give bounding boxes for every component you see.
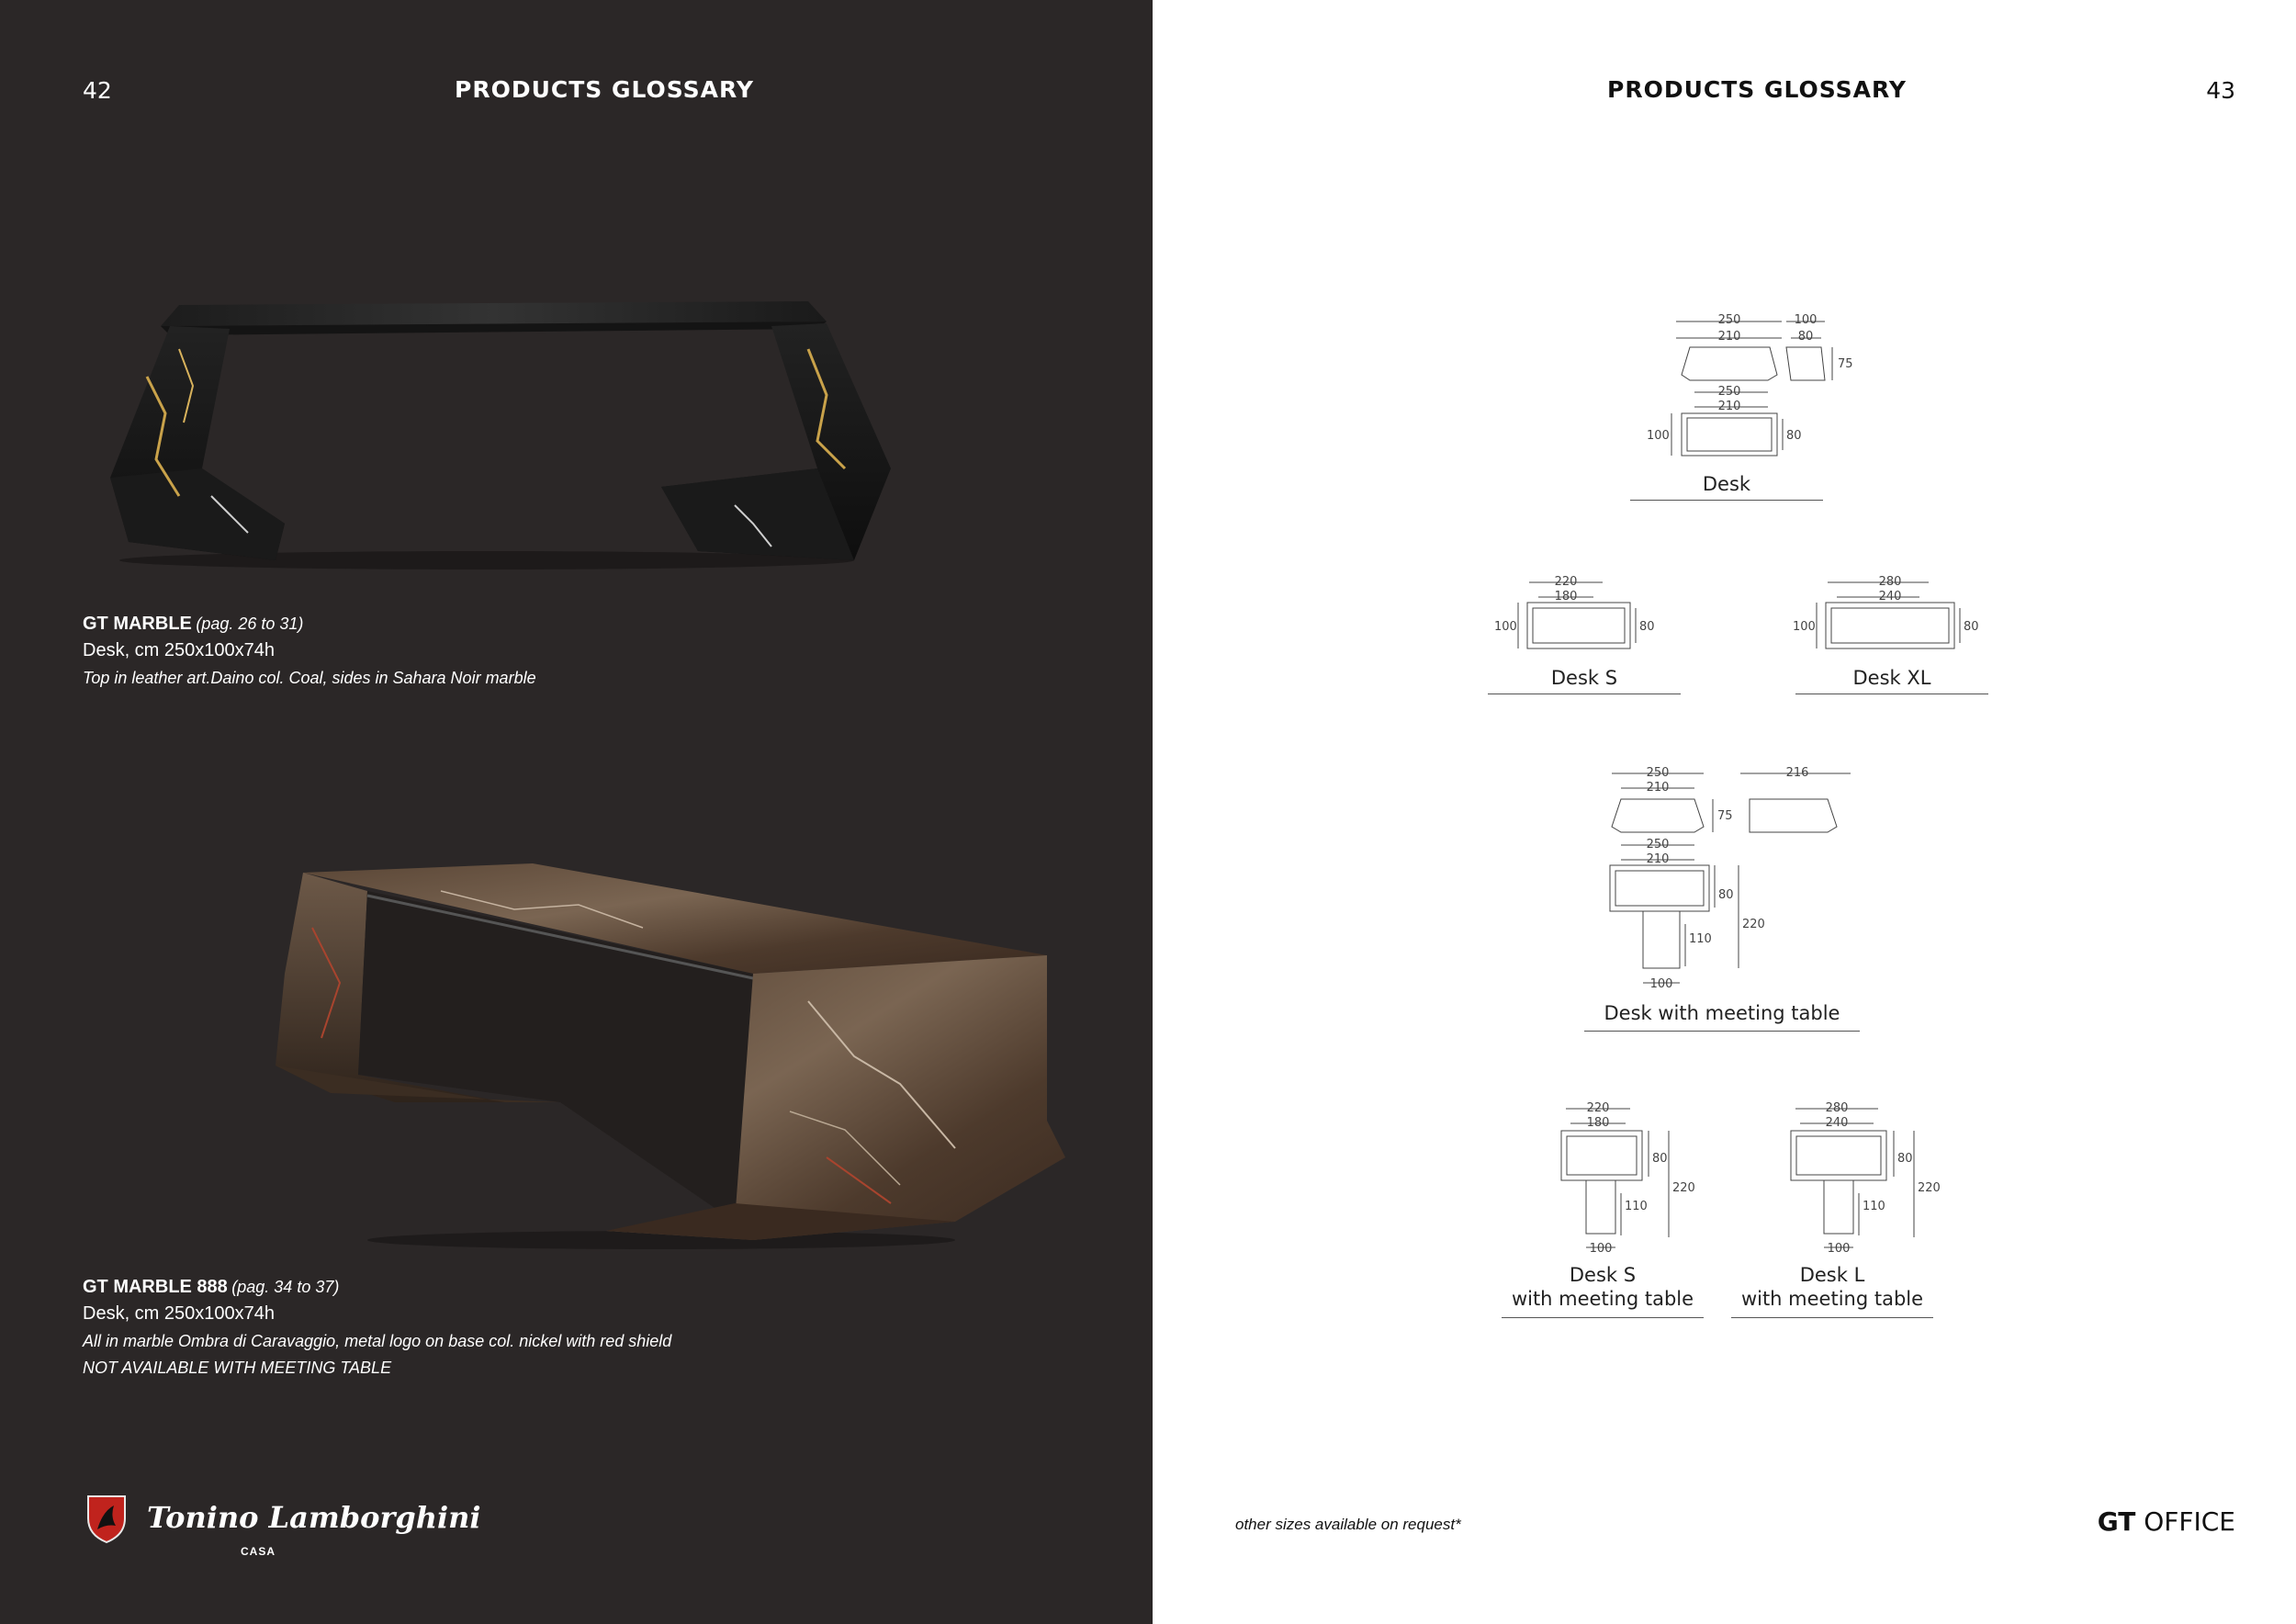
desk-s-width-outer: 220: [1554, 575, 1578, 589]
desk-l-meeting-table-length: 110: [1863, 1200, 1885, 1213]
desk-l-meeting-depth-inner: 80: [1897, 1152, 1913, 1166]
product-name: GT MARBLE: [83, 614, 192, 634]
product-materials: All in marble Ombra di Caravaggio, metal logo on base col. nickel with red shield: [83, 1332, 672, 1350]
desk-s-meeting-label-line1: Desk S: [1569, 1264, 1637, 1286]
desk-l-meeting-diagram: [1754, 1098, 1956, 1254]
desk-s-width-inner: 180: [1554, 590, 1578, 603]
desk-meeting-rule: [1584, 1031, 1860, 1032]
desk-plan-side-outer: 100: [1647, 429, 1670, 443]
brand-name: Tonino Lamborghini: [147, 1500, 481, 1535]
desk-l-meeting-width-outer: 280: [1825, 1101, 1849, 1115]
desk-s-meeting-table-length: 110: [1625, 1200, 1648, 1213]
product-pages: (pag. 26 to 31): [196, 615, 304, 633]
desk-xl-width-inner: 240: [1878, 590, 1902, 603]
product-availability-note: NOT AVAILABLE WITH MEETING TABLE: [83, 1359, 392, 1377]
desk-meeting-diagram: [1603, 762, 1878, 992]
desk-s-meeting-table-width: 100: [1589, 1242, 1613, 1254]
desk-xl-diagram: [1791, 570, 1993, 661]
desk-l-meeting-label-line1: Desk L: [1799, 1264, 1865, 1286]
brand-sub: CASA: [241, 1545, 276, 1558]
collection-name-bold: GT: [2097, 1506, 2136, 1537]
desk-l-meeting-label-line2: with meeting table: [1740, 1288, 1924, 1310]
desk-s-diagram: [1492, 570, 1676, 661]
desk-s-meeting-diagram: [1529, 1098, 1713, 1254]
desk-plan-width-inner: 210: [1717, 400, 1741, 413]
desk-plan-side-inner: 80: [1786, 429, 1802, 443]
lamborghini-shield-logo: [84, 1493, 129, 1544]
desk-meeting-plan-width-outer: 250: [1646, 838, 1670, 851]
desk-xl-width-outer: 280: [1878, 575, 1902, 589]
desk-meeting-plan-width-inner: 210: [1646, 852, 1670, 866]
desk-height: 75: [1838, 357, 1853, 371]
desk-rule: [1630, 500, 1823, 501]
desk-s-side-inner: 80: [1639, 620, 1655, 634]
desk-meeting-height: 75: [1717, 809, 1733, 823]
desk-s-meeting-width-outer: 220: [1586, 1101, 1610, 1115]
desk-meeting-depth-inner: 80: [1718, 888, 1734, 902]
desk-s-side-outer: 100: [1494, 620, 1517, 634]
desk-xl-side-inner: 80: [1964, 620, 1979, 634]
desk-xl-label: Desk XL: [1852, 667, 1931, 689]
desk-label: Desk: [1702, 473, 1751, 495]
desk-l-meeting-table-width: 100: [1827, 1242, 1851, 1254]
desk-s-meeting-depth-inner: 80: [1652, 1152, 1668, 1166]
desk-s-label: Desk S: [1550, 667, 1618, 689]
page-number-left: 42: [83, 77, 112, 104]
desk-meeting-depth-total: 220: [1742, 918, 1765, 931]
product-name: GT MARBLE 888: [83, 1277, 228, 1297]
desk-s-meeting-width-inner: 180: [1586, 1116, 1610, 1130]
product-pages: (pag. 34 to 37): [231, 1278, 340, 1296]
desk-diagram: [1621, 303, 1878, 468]
gt-marble-caption: [83, 614, 536, 688]
right-page: [1153, 0, 2296, 1624]
desk-width-inner: 210: [1717, 330, 1741, 344]
collection-name: [2098, 1506, 2235, 1537]
gt-marble-desk-photo: [92, 285, 900, 570]
product-dimensions: Desk, cm 250x100x74h: [83, 1303, 276, 1324]
page-header-right: PRODUCTS GLOSSARY: [1607, 76, 1908, 103]
page-header-left: PRODUCTS GLOSSARY: [455, 76, 755, 103]
collection-name-rest: OFFICE: [2135, 1506, 2235, 1537]
desk-meeting-label: Desk with meeting table: [1604, 1002, 1840, 1024]
desk-meeting-width-inner: 210: [1646, 781, 1670, 795]
desk-width-outer: 250: [1717, 313, 1741, 327]
sizes-footnote: other sizes available on request*: [1235, 1516, 1461, 1533]
gt-marble-888-desk-photo: [257, 854, 1065, 1258]
desk-depth-inner: 80: [1797, 330, 1814, 344]
page-number-right: 43: [2206, 77, 2235, 104]
desk-l-meeting-width-inner: 240: [1825, 1116, 1849, 1130]
desk-s-meeting-depth-total: 220: [1672, 1181, 1695, 1195]
desk-s-meeting-label: [1502, 1263, 1704, 1311]
product-dimensions: Desk, cm 250x100x74h: [83, 640, 276, 660]
gt-marble-888-caption: [83, 1277, 671, 1378]
desk-depth-outer: 100: [1794, 313, 1818, 327]
desk-meeting-width-outer: 250: [1646, 766, 1670, 780]
desk-meeting-table-width: 100: [1649, 977, 1673, 991]
desk-meeting-side: 216: [1785, 766, 1809, 780]
product-materials: Top in leather art.Daino col. Coal, sides in Sahara Noir marble: [83, 669, 536, 687]
desk-l-meeting-depth-total: 220: [1918, 1181, 1941, 1195]
desk-l-meeting-label: [1731, 1263, 1933, 1311]
desk-s-meeting-label-line2: with meeting table: [1511, 1288, 1694, 1310]
desk-meeting-table-length: 110: [1689, 932, 1712, 946]
desk-xl-side-outer: 100: [1793, 620, 1816, 634]
desk-l-meeting-rule: [1731, 1317, 1933, 1318]
desk-plan-width-outer: 250: [1717, 385, 1741, 399]
desk-s-meeting-rule: [1502, 1317, 1704, 1318]
